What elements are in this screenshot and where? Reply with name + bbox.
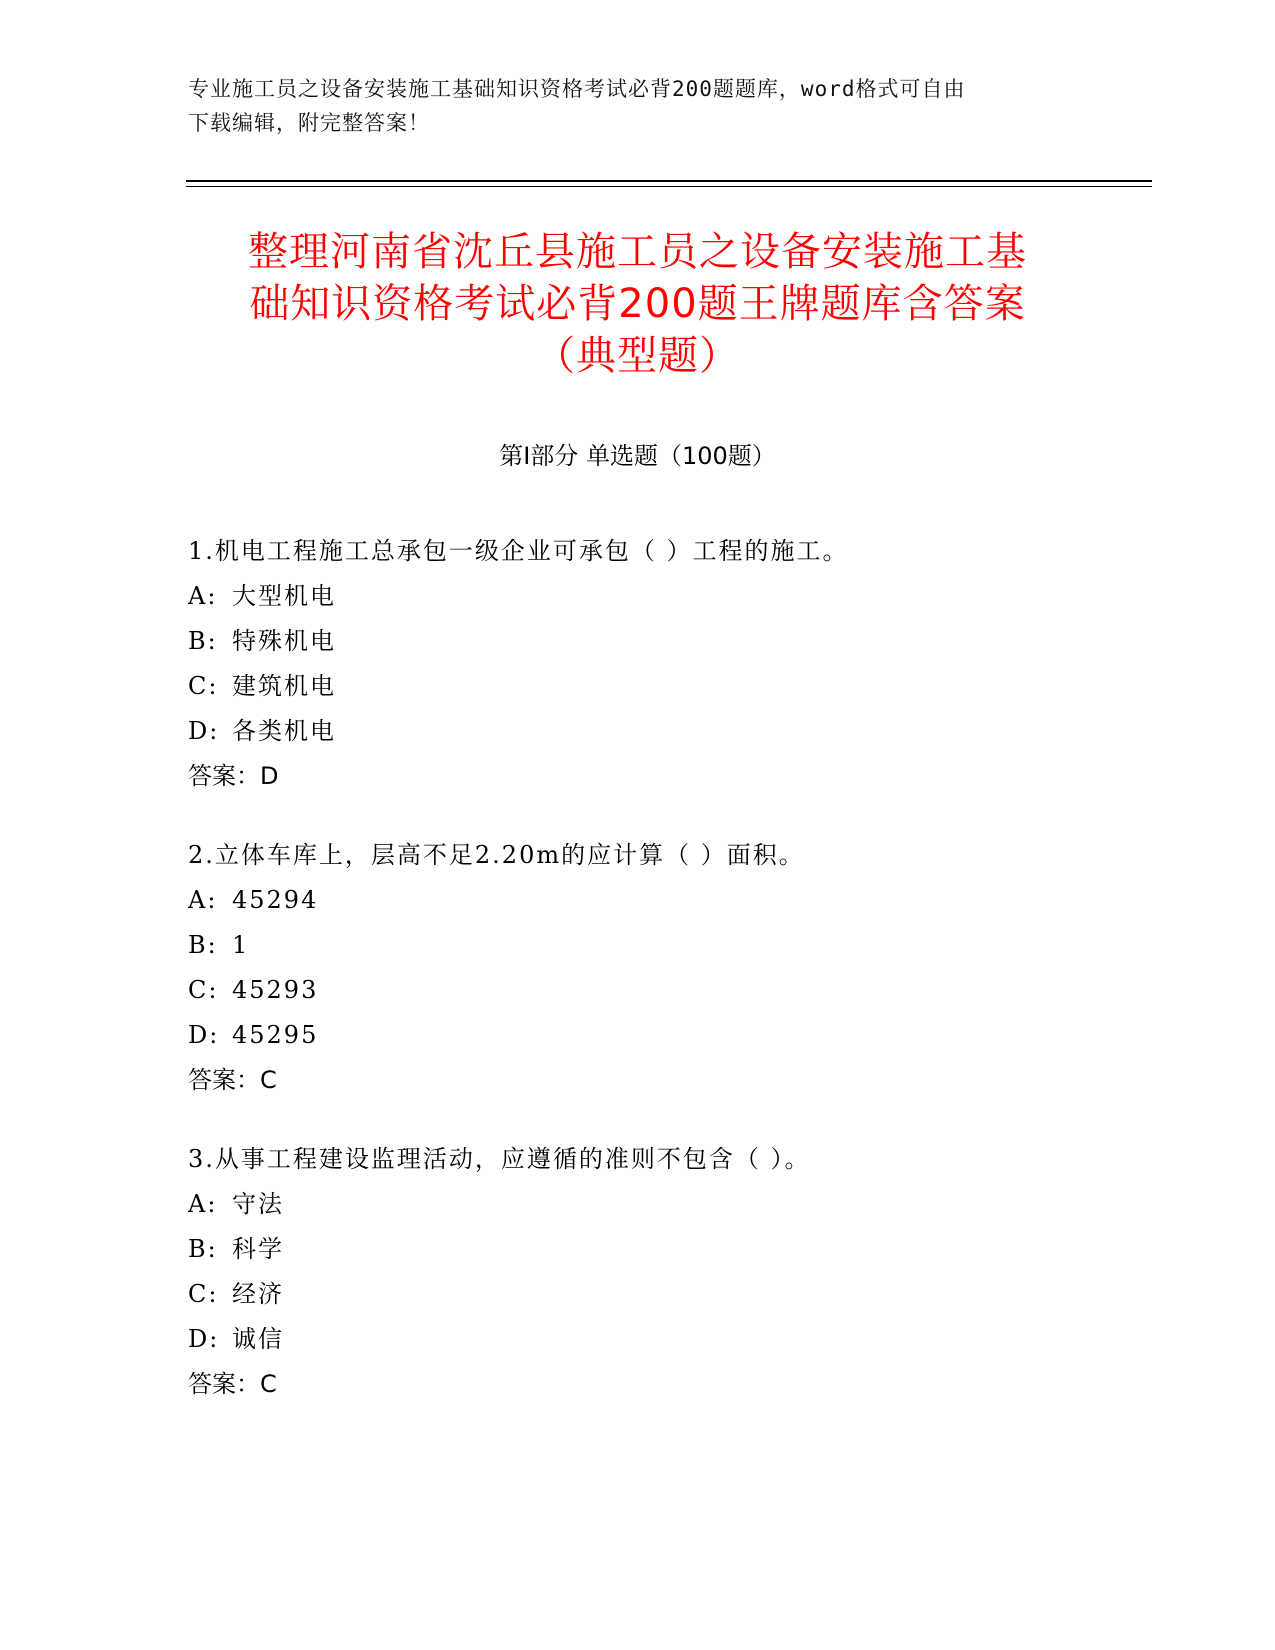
header-note-line-2: 下载编辑，附完整答案！ [188, 111, 430, 135]
question-item [188, 833, 1128, 1103]
title-line-2: 础知识资格考试必背200题王牌题库含答案 [249, 281, 1026, 327]
option-d [188, 1317, 1128, 1362]
option-a [188, 1182, 1128, 1227]
section-heading: 第Ⅰ部分 单选题（100题） [499, 442, 776, 470]
question-stem: 3.从事工程建设监理活动，应遵循的准则不包含（ ）。 [188, 1145, 811, 1173]
option-b [188, 1227, 1128, 1272]
option-b [188, 923, 1128, 968]
option-d [188, 709, 1128, 754]
option-letter: D: [188, 1325, 220, 1353]
option-letter: A: [188, 582, 218, 610]
header-note-line-1: 专业施工员之设备安装施工基础知识资格考试必背200题题库，word格式可自由 [188, 77, 966, 101]
question-list [188, 529, 1128, 1441]
option-text: 诚信 [232, 1325, 284, 1353]
option-letter: D: [188, 717, 220, 745]
title-line-3: （典型题） [535, 333, 740, 379]
option-c [188, 968, 1128, 1013]
option-text: 经济 [232, 1280, 284, 1308]
header-note [188, 72, 1088, 140]
option-letter: B: [188, 1235, 218, 1263]
question-answer: 答案：C [188, 1370, 277, 1398]
document-title [170, 226, 1105, 382]
option-letter: D: [188, 1021, 220, 1049]
question-answer: 答案：C [188, 1066, 277, 1094]
option-text: 45293 [232, 976, 319, 1004]
option-text: 45295 [232, 1021, 319, 1049]
option-text: 各类机电 [232, 717, 336, 745]
question-item [188, 529, 1128, 799]
option-a [188, 878, 1128, 923]
question-answer: 答案：D [188, 762, 279, 790]
option-text: 特殊机电 [232, 627, 336, 655]
option-c [188, 664, 1128, 709]
option-text: 1 [232, 931, 250, 959]
title-line-1: 整理河南省沈丘县施工员之设备安装施工基 [248, 229, 1027, 275]
option-letter: C: [188, 976, 219, 1004]
header-rule-thin [186, 186, 1152, 187]
option-text: 大型机电 [232, 582, 336, 610]
option-d [188, 1013, 1128, 1058]
question-stem: 2.立体车库上，层高不足2.20m的应计算（ ）面积。 [188, 841, 805, 869]
option-letter: A: [188, 886, 218, 914]
option-text: 45294 [232, 886, 319, 914]
option-b [188, 619, 1128, 664]
option-letter: A: [188, 1190, 218, 1218]
option-letter: C: [188, 1280, 219, 1308]
header-rule-thick [186, 180, 1152, 182]
option-text: 科学 [232, 1235, 284, 1263]
question-item [188, 1137, 1128, 1407]
option-letter: B: [188, 931, 218, 959]
option-a [188, 574, 1128, 619]
option-c [188, 1272, 1128, 1317]
option-letter: B: [188, 627, 218, 655]
question-stem: 1.机电工程施工总承包一级企业可承包（ ）工程的施工。 [188, 537, 849, 565]
option-letter: C: [188, 672, 219, 700]
option-text: 守法 [232, 1190, 284, 1218]
option-text: 建筑机电 [232, 672, 336, 700]
